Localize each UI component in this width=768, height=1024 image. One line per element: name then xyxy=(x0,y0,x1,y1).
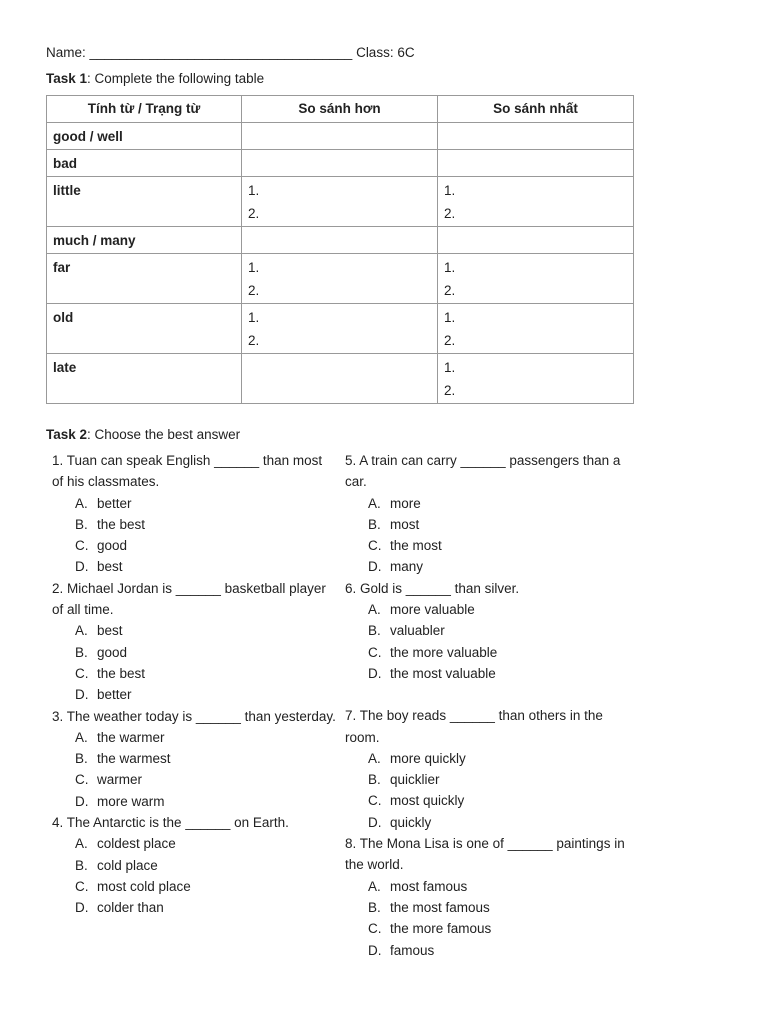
question-text: 3. The weather today is ______ than yesterday. xyxy=(52,708,336,724)
column-header-comparative: So sánh hơn xyxy=(242,96,438,123)
option-text: good xyxy=(97,644,128,660)
option-letter: A. xyxy=(75,623,88,639)
answer-number: 1. xyxy=(444,183,456,198)
answer-option[interactable] xyxy=(52,642,337,663)
answer-number: 2. xyxy=(444,383,456,398)
option-text: most quickly xyxy=(390,793,465,809)
option-text: the more valuable xyxy=(390,644,498,660)
answer-number: 1. xyxy=(444,360,456,375)
table-row xyxy=(47,150,634,177)
option-letter: C. xyxy=(75,665,89,681)
option-text: the most xyxy=(390,538,442,554)
option-text: most xyxy=(390,516,420,532)
question-text: 5. A train can carry ______ passengers than a car. xyxy=(345,453,621,490)
header-line xyxy=(46,45,415,60)
answer-option[interactable] xyxy=(345,663,630,684)
question-item xyxy=(345,833,630,961)
option-letter: B. xyxy=(75,516,88,532)
answer-option[interactable] xyxy=(52,748,337,769)
table-row xyxy=(47,227,634,254)
option-text: most famous xyxy=(390,878,468,894)
option-letter: D. xyxy=(368,665,382,681)
answer-option[interactable] xyxy=(345,940,630,961)
question-item xyxy=(52,450,337,578)
option-letter: B. xyxy=(75,751,88,767)
option-text: best xyxy=(97,559,123,575)
answer-option[interactable] xyxy=(52,727,337,748)
option-letter: D. xyxy=(75,687,89,703)
task1-instruction: : Complete the following table xyxy=(87,71,265,86)
option-letter: A. xyxy=(368,602,381,618)
answer-option[interactable] xyxy=(52,897,337,918)
word-cell: good / well xyxy=(47,123,242,150)
option-letter: A. xyxy=(75,495,88,511)
option-letter: A. xyxy=(368,750,381,766)
option-text: the warmest xyxy=(97,751,171,767)
option-letter: C. xyxy=(75,772,89,788)
option-letter: A. xyxy=(368,878,381,894)
answer-option[interactable] xyxy=(52,855,337,876)
table-row xyxy=(47,177,634,227)
option-letter: C. xyxy=(368,538,382,554)
question-item xyxy=(52,578,337,706)
option-letter: B. xyxy=(75,857,88,873)
task1-heading xyxy=(46,71,264,86)
task2-heading xyxy=(46,427,240,442)
comparative-cell[interactable] xyxy=(242,123,438,150)
option-letter: C. xyxy=(368,921,382,937)
option-letter: D. xyxy=(368,814,382,830)
option-text: better xyxy=(97,687,132,703)
option-letter: B. xyxy=(368,772,381,788)
option-letter: A. xyxy=(368,495,381,511)
comparative-cell[interactable] xyxy=(242,254,438,304)
task1-title: Task 1 xyxy=(46,71,88,86)
answer-option[interactable] xyxy=(345,620,630,641)
table-row xyxy=(47,304,634,354)
answer-option[interactable] xyxy=(345,876,630,897)
class-label: Class: 6C xyxy=(352,45,415,60)
option-text: more valuable xyxy=(390,602,475,618)
option-text: the most valuable xyxy=(390,665,496,681)
answer-number: 1. xyxy=(444,260,456,275)
option-letter: C. xyxy=(75,878,89,894)
question-item xyxy=(52,706,337,812)
option-letter: C. xyxy=(368,644,382,660)
answer-number: 1. xyxy=(248,310,260,325)
superlative-cell[interactable] xyxy=(438,123,634,150)
option-letter: D. xyxy=(75,559,89,575)
table-row xyxy=(47,123,634,150)
option-text: most cold place xyxy=(97,878,191,894)
superlative-cell[interactable] xyxy=(438,227,634,254)
option-text: quickly xyxy=(390,814,432,830)
answer-option[interactable] xyxy=(345,790,630,811)
option-letter: C. xyxy=(75,538,89,554)
answer-option[interactable] xyxy=(52,876,337,897)
answer-option[interactable] xyxy=(345,897,630,918)
answer-option[interactable] xyxy=(345,493,630,514)
comparative-cell[interactable] xyxy=(242,227,438,254)
column-header-adjective: Tính từ / Trạng từ xyxy=(47,96,242,123)
word-cell: old xyxy=(47,304,242,354)
option-text: cold place xyxy=(97,857,158,873)
superlative-cell[interactable] xyxy=(438,150,634,177)
option-text: warmer xyxy=(97,772,143,788)
answer-option[interactable] xyxy=(345,599,630,620)
option-text: good xyxy=(97,538,128,554)
answer-number: 1. xyxy=(248,260,260,275)
comparative-cell[interactable] xyxy=(242,177,438,227)
answer-option[interactable] xyxy=(52,556,337,577)
option-text: the more famous xyxy=(390,921,492,937)
answer-number: 2. xyxy=(248,283,260,298)
option-text: best xyxy=(97,623,123,639)
word-cell: late xyxy=(47,354,242,404)
word-cell: much / many xyxy=(47,227,242,254)
option-text: the warmer xyxy=(97,729,165,745)
superlative-cell[interactable] xyxy=(438,254,634,304)
question-item xyxy=(345,578,630,684)
answer-number: 1. xyxy=(444,310,456,325)
task2-instruction: : Choose the best answer xyxy=(87,427,241,442)
comparison-table xyxy=(46,95,634,404)
option-text: famous xyxy=(390,942,435,958)
answer-option[interactable] xyxy=(52,791,337,812)
table-row xyxy=(47,354,634,404)
answer-number: 2. xyxy=(248,206,260,221)
table-row xyxy=(47,254,634,304)
answer-option[interactable] xyxy=(52,769,337,790)
question-text: 8. The Mona Lisa is one of ______ paintings in the world. xyxy=(345,836,625,873)
answer-option[interactable] xyxy=(52,684,337,705)
option-letter: A. xyxy=(75,836,88,852)
answer-number: 2. xyxy=(444,333,456,348)
word-cell: little xyxy=(47,177,242,227)
option-letter: B. xyxy=(368,899,381,915)
answer-option[interactable] xyxy=(52,535,337,556)
option-letter: D. xyxy=(75,793,89,809)
option-text: more warm xyxy=(97,793,165,809)
answer-option[interactable] xyxy=(345,535,630,556)
option-letter: B. xyxy=(368,516,381,532)
option-letter: A. xyxy=(75,729,88,745)
comparative-cell[interactable] xyxy=(242,304,438,354)
question-text: 7. The boy reads ______ than others in the room. xyxy=(345,708,603,745)
answer-option[interactable] xyxy=(345,556,630,577)
superlative-cell[interactable] xyxy=(438,177,634,227)
question-text: 1. Tuan can speak English ______ than most of his classmates. xyxy=(52,453,323,490)
superlative-cell[interactable] xyxy=(438,304,634,354)
comparative-cell[interactable] xyxy=(242,354,438,404)
answer-option[interactable] xyxy=(52,493,337,514)
answer-option[interactable] xyxy=(345,812,630,833)
option-text: coldest place xyxy=(97,836,176,852)
option-text: the most famous xyxy=(390,899,490,915)
option-text: valuabler xyxy=(390,623,445,639)
option-letter: D. xyxy=(368,942,382,958)
option-text: quicklier xyxy=(390,772,440,788)
option-letter: B. xyxy=(368,623,381,639)
option-text: the best xyxy=(97,665,146,681)
answer-option[interactable] xyxy=(345,769,630,790)
option-letter: D. xyxy=(368,559,382,575)
table-header-row xyxy=(47,96,634,123)
answer-number: 2. xyxy=(248,333,260,348)
option-text: many xyxy=(390,559,424,575)
option-text: more quickly xyxy=(390,750,466,766)
question-text: 4. The Antarctic is the ______ on Earth. xyxy=(52,815,289,831)
option-letter: C. xyxy=(368,793,382,809)
answer-option[interactable] xyxy=(345,918,630,939)
option-letter: B. xyxy=(75,644,88,660)
name-blank[interactable]: ___________________________________ xyxy=(89,45,353,60)
answer-number: 1. xyxy=(248,183,260,198)
name-label: Name: xyxy=(46,45,90,60)
answer-number: 2. xyxy=(444,206,456,221)
column-header-superlative: So sánh nhất xyxy=(438,96,634,123)
option-text: more xyxy=(390,495,421,511)
questions-right-column xyxy=(345,450,630,961)
question-item xyxy=(345,705,630,833)
task2-title: Task 2 xyxy=(46,427,88,442)
word-cell: bad xyxy=(47,150,242,177)
answer-option[interactable] xyxy=(345,642,630,663)
answer-number: 2. xyxy=(444,283,456,298)
answer-option[interactable] xyxy=(345,514,630,535)
answer-option[interactable] xyxy=(52,514,337,535)
option-text: colder than xyxy=(97,900,164,916)
option-letter: D. xyxy=(75,900,89,916)
question-text: 6. Gold is ______ than silver. xyxy=(345,580,520,596)
answer-option[interactable] xyxy=(52,620,337,641)
answer-option[interactable] xyxy=(52,663,337,684)
question-item xyxy=(345,450,630,578)
question-item xyxy=(52,812,337,918)
superlative-cell[interactable] xyxy=(438,354,634,404)
option-text: better xyxy=(97,495,132,511)
questions-left-column xyxy=(52,450,337,919)
answer-option[interactable] xyxy=(52,833,337,854)
question-text: 2. Michael Jordan is ______ basketball player of all time. xyxy=(52,580,326,618)
word-cell: far xyxy=(47,254,242,304)
option-text: the best xyxy=(97,516,146,532)
answer-option[interactable] xyxy=(345,748,630,769)
comparative-cell[interactable] xyxy=(242,150,438,177)
